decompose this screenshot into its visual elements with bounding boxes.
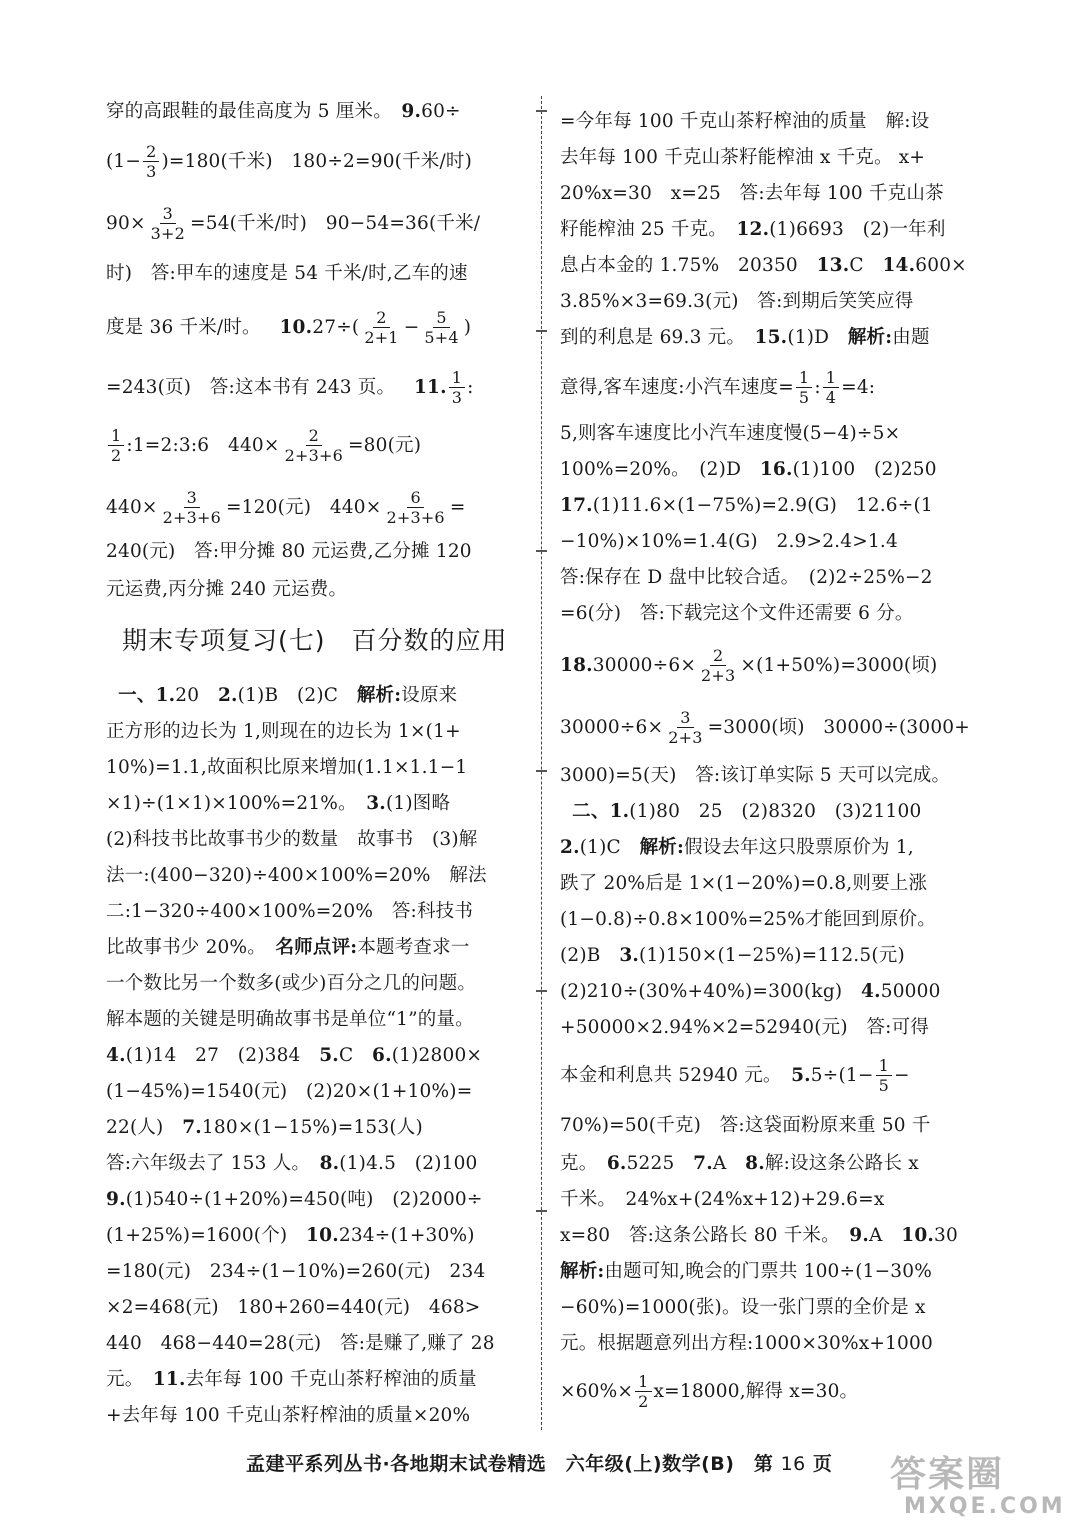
text-line: 到的利息是 69.3 元。 15.(1)D 解析:由题 [560,327,930,348]
text-line: =243(页) 答:这本书有 243 页。 11. $\frac{1}{3}$ : [106,368,474,407]
text-line: 440 468−440=28(元) 答:是赚了,赚了 28 [106,1333,495,1354]
text-line: (1− $\frac{2}{3}$ )=180(千米) 180÷2=90(千米/时) [106,142,473,181]
text-line: 3.85%×3=69.3(元) 答:到期后笑笑应得 [560,291,914,312]
text-line: $\frac{1}{2}$ :1=2:3:6 440× $\frac{2}{2+3+6}$ =80(元) [106,426,524,465]
text-line: =180(元) 234÷(1−10%)=260(元) 234 [106,1261,486,1282]
divider-tick [536,550,547,552]
text-line: 100%=20%。 (2)D 16.(1)100 (2)250 [560,459,937,480]
text-line: ×1)÷(1×1)×100%=21%。 3.(1)图略 [106,793,451,814]
page-number: 16 [780,1453,806,1475]
divider-tick [536,1210,547,1212]
text-line: (2)210÷(30%+40%)=300(kg) 4.50000 [560,981,941,1002]
page-footer [246,1449,832,1476]
text-line: 元。 11.去年每 100 千克山茶籽榨油的质量 [106,1369,477,1390]
text-line: 穿的高跟鞋的最佳高度为 5 厘米。 9.60÷ [106,101,461,122]
text-line: 去年每 100 千克山茶籽能榨油 x 千克。 x+ [560,147,926,168]
text-line: 千米。 24%x+(24%x+12)+29.6=x [560,1189,885,1210]
text-line: 二:1−320÷400×100%=20% 答:科技书 [106,901,474,922]
footer-series: 孟建平系列丛书·各地期末试卷精选 六年级(上)数学(B) 第 [246,1453,774,1475]
text-line: −10%)×10%=1.4(G) 2.9>2.4>1.4 [560,531,898,552]
text-line: 意得,客车速度:小汽车速度= $\frac{1}{5}$ : $\frac{1}{4}$ =4: [560,368,876,407]
text-line: 正方形的边长为 1,则现在的边长为 1×(1+ [106,721,461,742]
text-line: 3000)=5(天) 答:该订单实际 5 天可以完成。 [560,765,951,786]
text-line: 一、1.20 2.(1)B (2)C 解析:设原来 [118,685,458,706]
text-line: 时) 答:甲车的速度是 54 千米/时,乙车的速 [106,263,468,284]
divider-tick [536,110,547,112]
text-line: 本金和利息共 52940 元。 5. 5÷(1− $\frac{1}{5}$ − [560,1056,910,1095]
text-line: 跌了 20%后是 1×(1−20%)=0.8,则要上涨 [560,873,928,894]
text-line: 240(元) 答:甲分摊 80 元运费,乙分摊 120 [106,541,472,562]
text-line: 答:保存在 D 盘中比较合适。 (2)2÷25%−2 [560,567,933,588]
text-line: (2)B 3.(1)150×(1−25%)=112.5(元) [560,945,905,966]
text-line: x=80 答:这条公路长 80 千米。 9.A 10.30 [560,1225,958,1246]
column-divider [541,96,542,1430]
text-line: 18. 30000÷6× $\frac{2}{2+3}$ ×(1+50%)=3000(顷) [560,646,938,685]
text-line: =今年每 100 千克山茶籽榨油的质量 解:设 [560,111,930,132]
text-line: 元。根据题意列出方程:1000×30%x+1000 [560,1333,933,1354]
text-line: 70%)=50(千克) 答:这袋面粉原来重 50 千 [560,1115,931,1136]
text-line: =6(分) 答:下载完这个文件还需要 6 分。 [560,603,914,624]
text-line: 9.(1)540÷(1+20%)=450(吨) (2)2000÷ [106,1189,483,1210]
divider-tick [536,990,547,992]
text-line: 二、1.(1)80 25 (2)8320 (3)21100 [572,801,922,822]
text-line: 4.(1)14 27 (2)384 5.C 6.(1)2800× [106,1045,483,1066]
text-line: ×2=468(元) 180+260=440(元) 468> [106,1297,481,1318]
text-line: 22(人) 7.180×(1−15%)=153(人) [106,1117,423,1138]
text-line: −60%)=1000(张)。设一张门票的全价是 x [560,1297,926,1318]
text-line: 一个数比另一个数多(或少)百分之几的问题。 [106,973,477,994]
page-unit: 页 [812,1453,833,1475]
text-line: 籽能榨油 25 千克。 12.(1)6693 (2)一年利 [560,219,946,240]
watermark-logo [890,1454,1066,1530]
text-line: 息占本金的 1.75% 20350 13.C 14.600× [560,255,967,276]
text-line: 2.(1)C 解析:假设去年这只股票原价为 1, [560,837,914,858]
text-line: ×60%× $\frac{1}{2}$ x=18000,解得 x=30。 [560,1372,859,1411]
text-line: 答:六年级去了 153 人。 8.(1)4.5 (2)100 [106,1153,478,1174]
text-line: 比故事书少 20%。 名师点评:本题考查求一 [106,937,470,958]
text-line: 440× $\frac{3}{2+3+6}$ =120(元) 440× $\frac{6}{2+3+6}$ = [106,488,466,527]
text-line: 20%x=30 x=25 答:去年每 100 千克山茶 [560,183,944,204]
text-line: 元运费,丙分摊 240 元运费。 [106,579,348,600]
text-line: 5,则客车速度比小汽车速度慢(5−4)÷5× [560,423,901,444]
text-line: 10%)=1.1,故面积比原来增加(1.1×1.1−1 [106,757,468,778]
text-line: 30000÷6× $\frac{3}{2+3}$ =3000(顷) 30000÷(3000+ [560,708,970,747]
text-line: 度是 36 千米/时。 10. 27÷( $\frac{2}{2+1}$ − $\frac{5}{5+4}$ ) [106,308,472,347]
divider-tick [536,770,547,772]
watermark-text: 答案圈 [890,1454,1005,1495]
text-line: 90× $\frac{3}{3+2}$ =54(千米/时) 90−54=36(千米/ [106,204,481,243]
text-line: 克。 6.5225 7.A 8.解:设这条公路长 x [560,1153,919,1174]
text-line: (1−0.8)÷0.8×100%=25%才能回到原价。 [560,909,936,930]
section-heading: 期末专项复习(七) 百分数的应用 [122,626,508,655]
text-line: 解本题的关键是明确故事书是单位“1”的量。 [106,1009,474,1030]
text-line: +去年每 100 千克山茶籽榨油的质量×20% [106,1405,471,1426]
text-line: (2)科技书比故事书少的数量 故事书 (3)解 [106,829,478,850]
text-line: +50000×2.94%×2=52940(元) 答:可得 [560,1017,930,1038]
text-line: 17.(1)11.6×(1−75%)=2.9(G) 12.6÷(1 [560,495,933,516]
text-line: 法一:(400−320)÷400×100%=20% 解法 [106,865,487,886]
watermark-url: MXQE.COM [904,1494,1066,1519]
text-line: (1+25%)=1600(个) 10.234÷(1+30%) [106,1225,475,1246]
divider-tick [536,330,547,332]
text-line: 解析:由题可知,晚会的门票共 100÷(1−30% [560,1261,933,1282]
text-line: (1−45%)=1540(元) (2)20×(1+10%)= [106,1081,473,1102]
